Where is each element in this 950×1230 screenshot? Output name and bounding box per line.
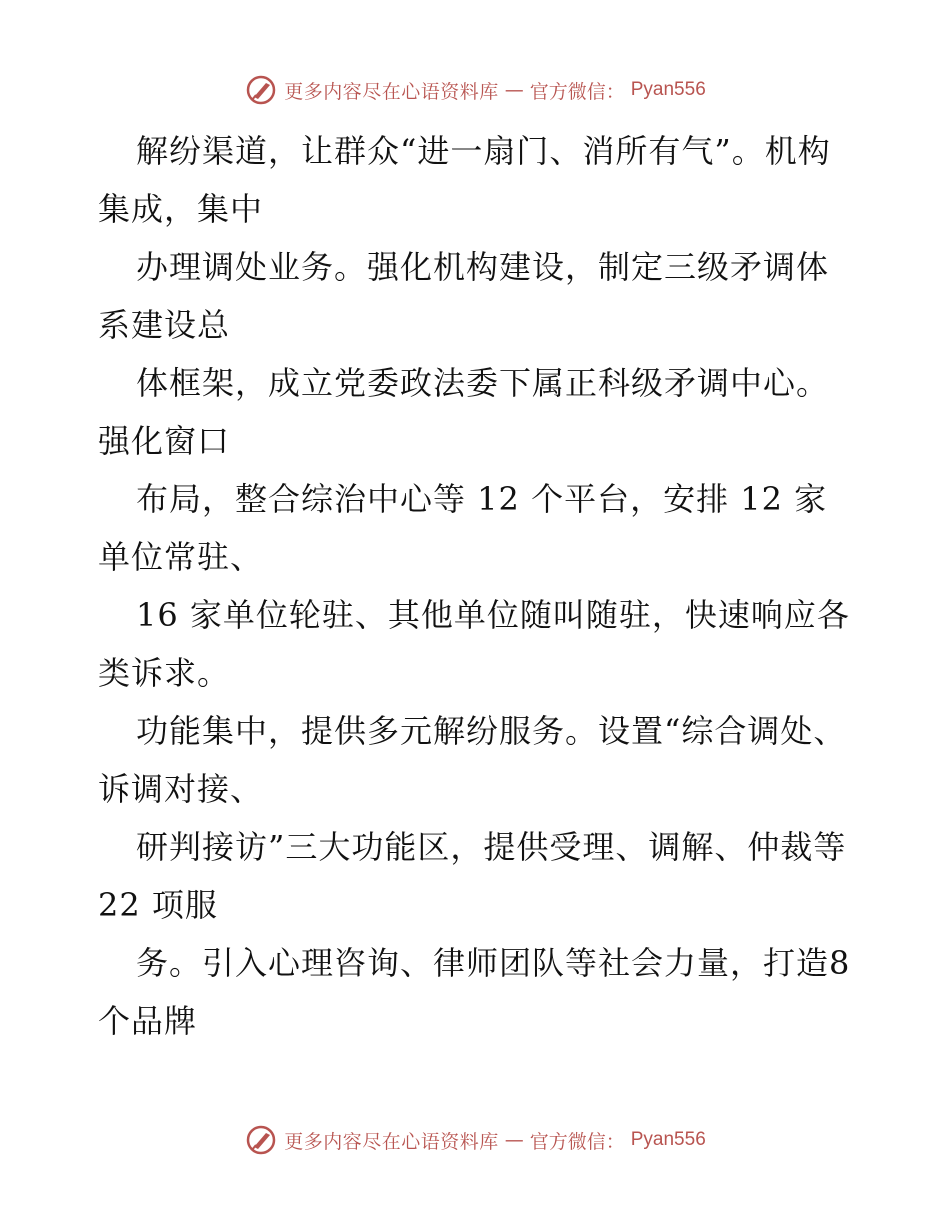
paragraph: 办理调处业务。强化机构建设，制定三级矛调体系建设总: [98, 248, 830, 344]
paragraph: 功能集中，提供多元解纷服务。设置“综合调处、诉调对接、: [98, 712, 847, 808]
quill-logo-icon: [244, 1123, 278, 1157]
watermark-wechat-id: Pyan556: [630, 79, 706, 100]
footer-watermark: [0, 1120, 950, 1160]
header-watermark: [0, 70, 950, 110]
paragraph: 研判接访”三大功能区，提供受理、调解、仲裁等 22 项服: [98, 828, 847, 924]
quill-logo-icon: [244, 73, 278, 107]
watermark-wechat-label: 官方微信：: [529, 1130, 625, 1153]
watermark-text: 更多内容尽在心语资料库: [284, 1130, 499, 1153]
paragraph: 16 家单位轮驻、其他单位随叫随驻，快速响应各类诉求。: [98, 596, 850, 692]
paragraph: 布局，整合综治中心等 12 个平台，安排 12 家单位常驻、: [98, 480, 828, 576]
watermark-separator: —: [504, 79, 524, 101]
paragraph: 体框架，成立党委政法委下属正科级矛调中心。强化窗口: [98, 364, 830, 460]
watermark-text: 更多内容尽在心语资料库: [284, 80, 499, 103]
watermark-wechat-id: Pyan556: [630, 1129, 706, 1150]
watermark-wechat-label: 官方微信：: [529, 80, 625, 103]
paragraph: 解纷渠道，让群众“进一扇门、消所有气”。机构集成，集中: [98, 132, 831, 228]
document-body: [98, 122, 858, 1050]
watermark-separator: —: [504, 1129, 524, 1151]
paragraph: 务。引入心理咨询、律师团队等社会力量，打造8个品牌: [98, 944, 851, 1040]
